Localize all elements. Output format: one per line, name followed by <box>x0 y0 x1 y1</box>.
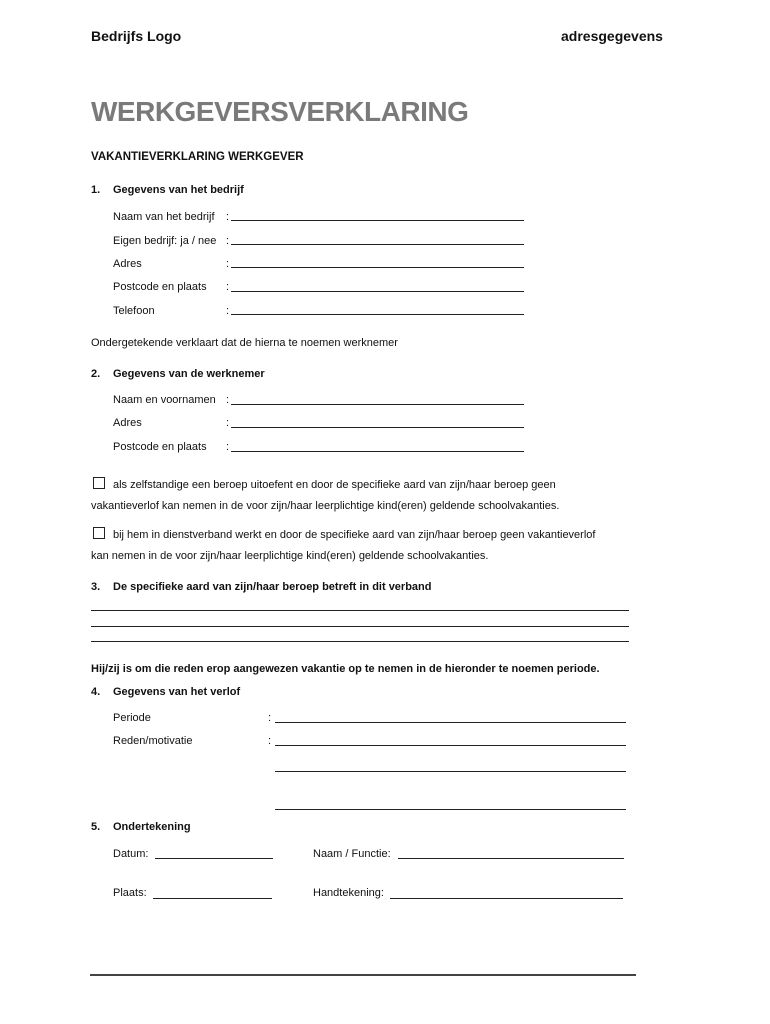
self-employed-checkbox[interactable] <box>93 477 105 489</box>
field-label: Adres <box>113 258 142 270</box>
place-label: Plaats: <box>113 887 147 899</box>
field-separator: : <box>226 417 230 429</box>
document-title: WERKGEVERSVERKLARING <box>91 96 469 127</box>
field-label: Eigen bedrijf: ja / nee <box>113 235 217 247</box>
address-details-text: adresgegevens <box>561 28 663 44</box>
footer-divider <box>90 974 636 976</box>
date-input-line[interactable] <box>155 858 273 859</box>
section-number: 3. <box>91 581 101 593</box>
employee-address-input-line[interactable] <box>231 427 524 428</box>
field-separator: : <box>226 281 230 293</box>
field-separator: : <box>226 211 230 223</box>
field-separator: : <box>226 305 230 317</box>
employee-name-input-line[interactable] <box>231 404 524 405</box>
section-title: Gegevens van het bedrijf <box>113 184 244 196</box>
signature-input-line[interactable] <box>390 898 623 899</box>
occupation-input-line-3[interactable] <box>91 641 629 642</box>
section-title: Ondertekening <box>113 821 191 833</box>
employed-option-line-1: bij hem in dienstverband werkt en door de specifieke aard van zijn/haar beroep geen vakantieverlof <box>113 529 596 541</box>
field-label: Periode <box>113 712 151 724</box>
section-title: Gegevens van de werknemer <box>113 368 265 380</box>
field-separator: : <box>226 441 230 453</box>
company-postcode-input-line[interactable] <box>231 291 524 292</box>
section-title: Gegevens van het verlof <box>113 686 241 698</box>
own-company-input-line[interactable] <box>231 244 524 245</box>
field-separator: : <box>226 258 230 270</box>
field-label: Adres <box>113 417 142 429</box>
section-number: 2. <box>91 368 101 380</box>
field-label: Telefoon <box>113 305 155 317</box>
place-input-line[interactable] <box>153 898 272 899</box>
field-separator: : <box>268 712 272 724</box>
section-number: 5. <box>91 821 101 833</box>
company-phone-input-line[interactable] <box>231 314 524 315</box>
occupation-input-line-2[interactable] <box>91 626 629 627</box>
field-label: Postcode en plaats <box>113 441 207 453</box>
company-address-input-line[interactable] <box>231 267 524 268</box>
occupation-input-line-1[interactable] <box>91 610 629 611</box>
reason-input-line-2[interactable] <box>275 771 626 772</box>
company-name-input-line[interactable] <box>231 220 524 221</box>
self-employed-option-line-2: vakantieverlof kan nemen in de voor zijn/haar leerplichtige kind(eren) geldende schoolvakanties. <box>91 500 560 512</box>
reason-input-line-1[interactable] <box>275 745 626 746</box>
section-number: 4. <box>91 686 101 698</box>
company-logo-text: Bedrijfs Logo <box>91 28 182 44</box>
name-function-label: Naam / Functie: <box>313 848 391 860</box>
reason-input-line-3[interactable] <box>275 809 626 810</box>
field-label: Naam en voornamen <box>113 394 216 406</box>
date-label: Datum: <box>113 848 149 860</box>
field-label: Reden/motivatie <box>113 735 193 747</box>
period-input-line[interactable] <box>275 722 626 723</box>
document-subtitle: VAKANTIEVERKLARING WERKGEVER <box>91 151 304 163</box>
employee-postcode-input-line[interactable] <box>231 451 524 452</box>
field-label: Postcode en plaats <box>113 281 207 293</box>
field-label: Naam van het bedrijf <box>113 211 215 223</box>
field-separator: : <box>226 235 230 247</box>
field-separator: : <box>268 735 272 747</box>
employed-option-line-2: kan nemen in de voor zijn/haar leerplichtige kind(eren) geldende schoolvakanties. <box>91 550 489 562</box>
name-function-input-line[interactable] <box>398 858 624 859</box>
section-title: De specifieke aard van zijn/haar beroep betreft in dit verband <box>113 581 432 593</box>
employer-statement: Ondergetekende verklaart dat de hierna te noemen werknemer <box>91 337 398 349</box>
field-separator: : <box>226 394 230 406</box>
self-employed-option-line-1: als zelfstandige een beroep uitoefent en door de specifieke aard van zijn/haar beroep geen <box>113 479 556 491</box>
leave-notice: Hij/zij is om die reden erop aangewezen vakantie op te nemen in de hieronder te noemen periode. <box>91 663 600 675</box>
section-number: 1. <box>91 184 101 196</box>
signature-label: Handtekening: <box>313 887 384 899</box>
employed-checkbox[interactable] <box>93 527 105 539</box>
